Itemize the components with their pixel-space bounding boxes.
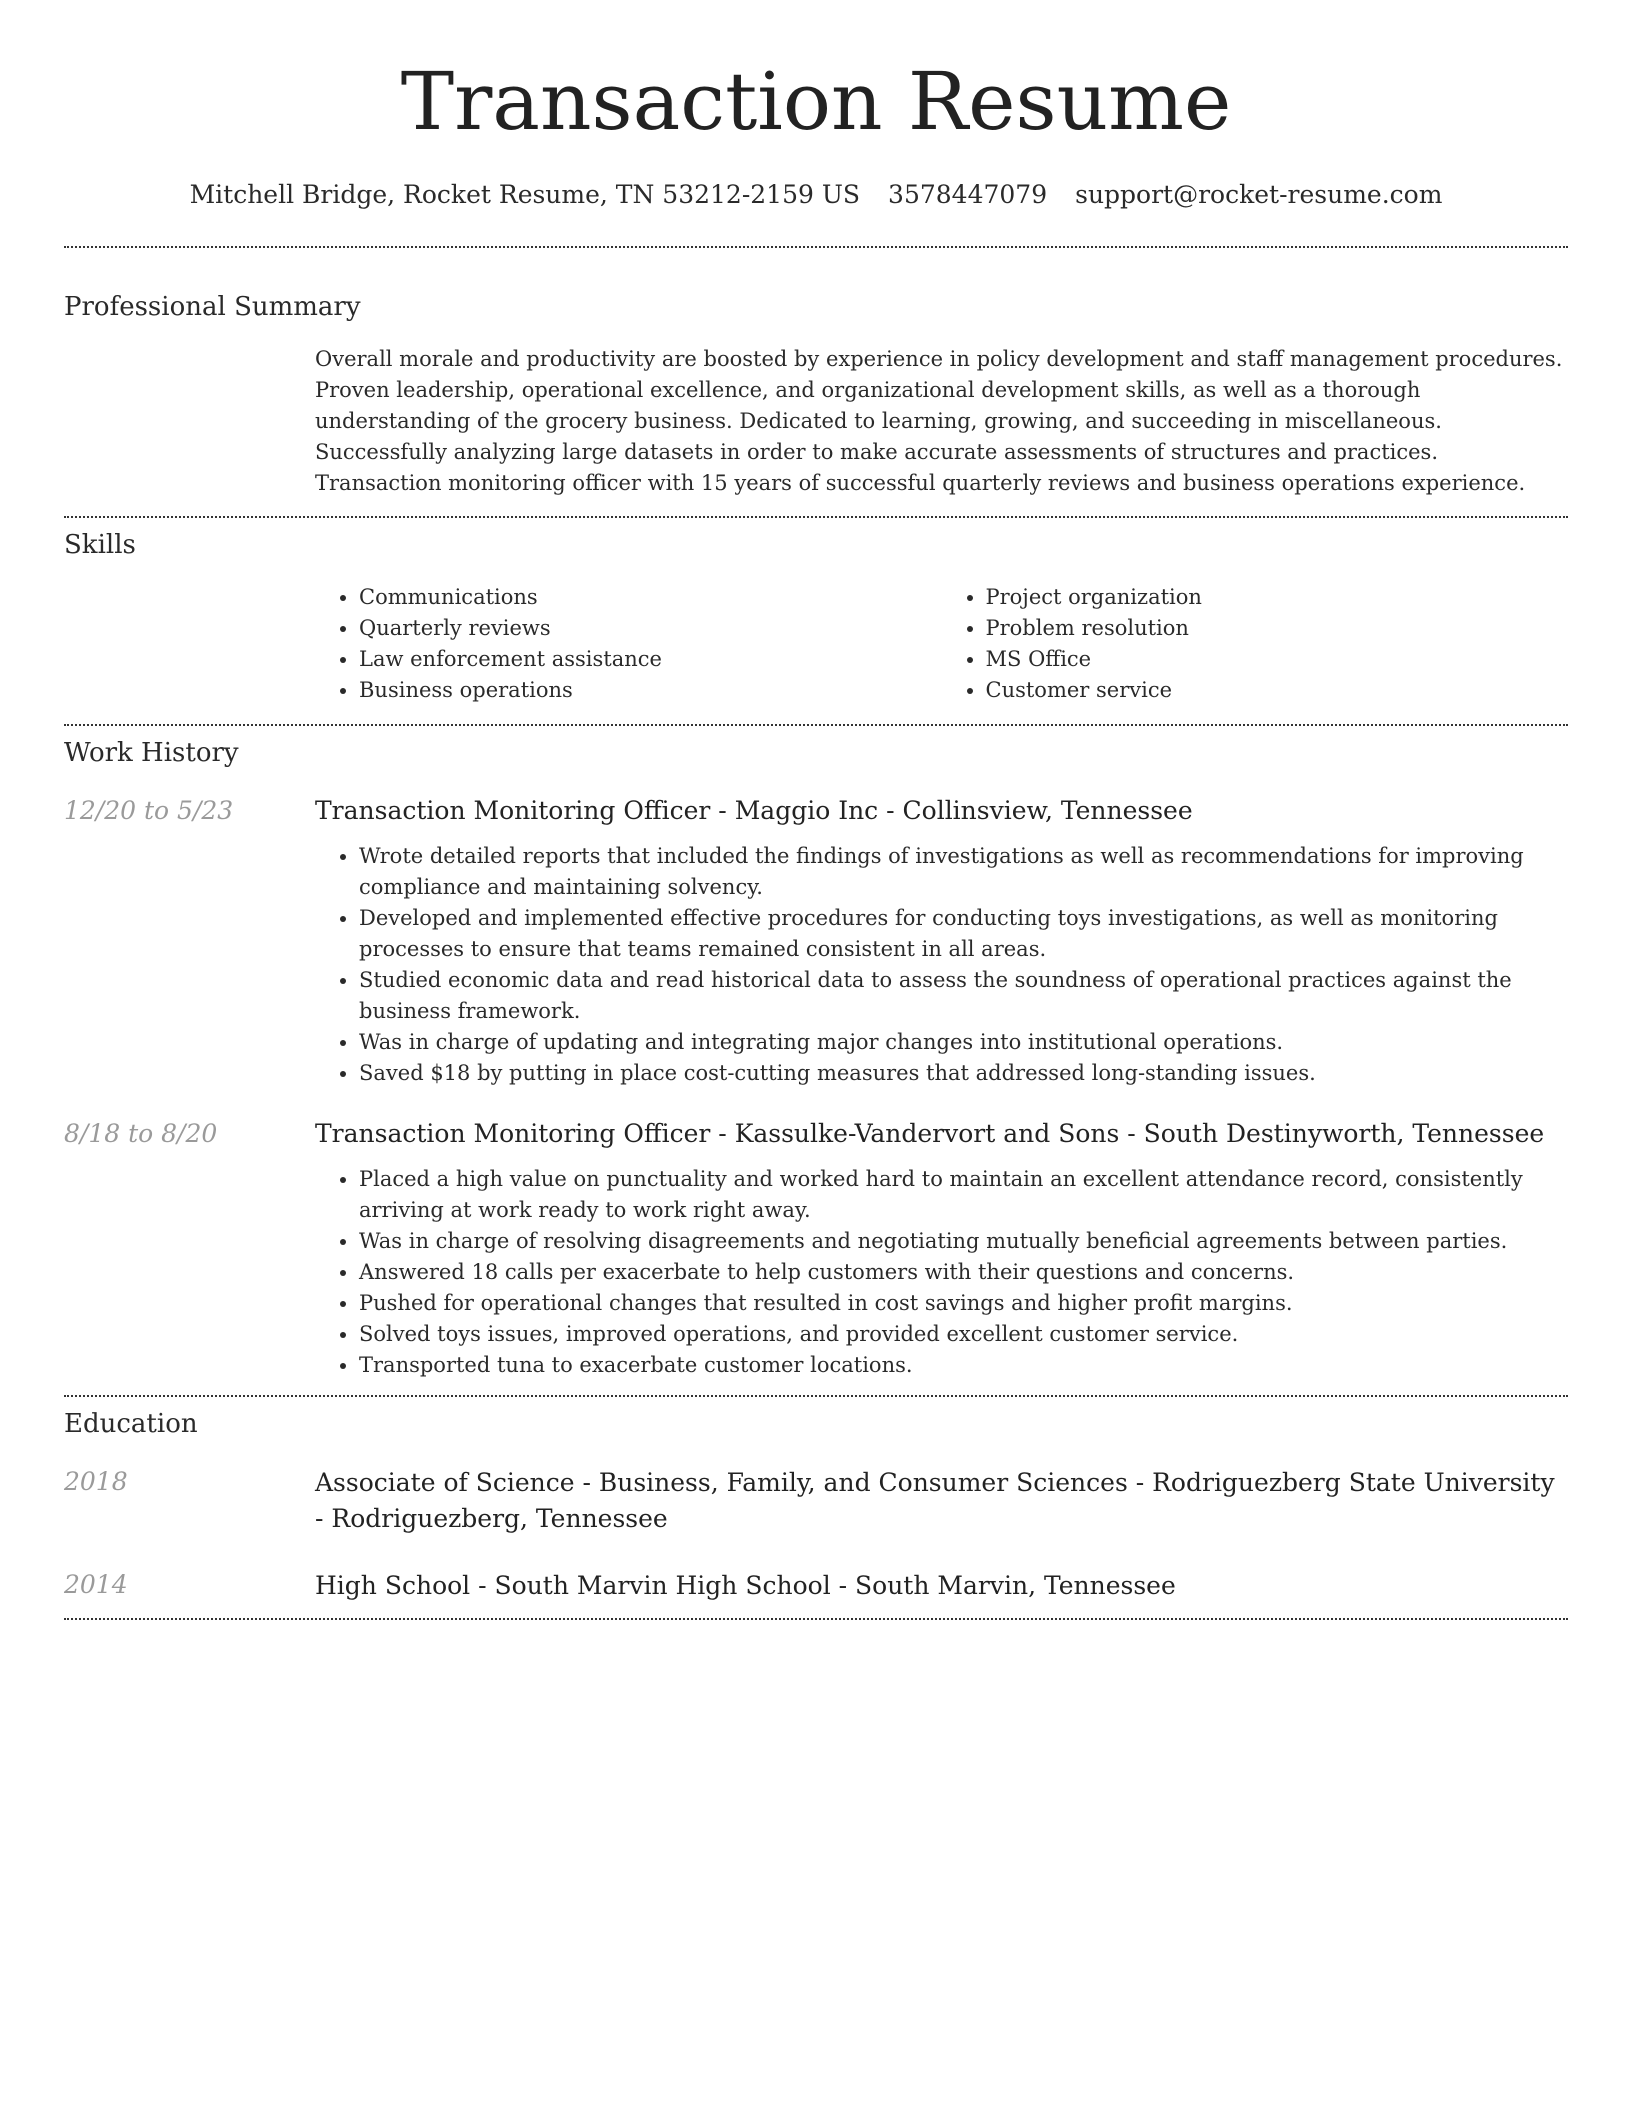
job-bullet: • Developed and implemented effective procedures for conducting toys investigations, as well as monitoring processes to ensure that teams remained consistent in all areas. (359, 903, 1568, 965)
skill-item: • Business operations (359, 675, 942, 706)
job-bullets (315, 841, 1568, 1089)
job-bullet: • Wrote detailed reports that included the findings of investigations as well as recommendations for improving compliance and maintaining solvency. (359, 841, 1568, 903)
job-dates: 12/20 to 5/23 (64, 796, 234, 825)
skill-item: • Problem resolution (986, 613, 1569, 644)
skills-section (64, 518, 1568, 706)
resume-name: Transaction Resume (400, 55, 1232, 148)
education-section (64, 1397, 1568, 1604)
job-bullet: • Solved toys issues, improved operations, and provided excellent customer service. (359, 1319, 1568, 1350)
skill-item: • Quarterly reviews (359, 613, 942, 644)
education-year: 2014 (64, 1570, 128, 1599)
education-title: Education (64, 1409, 198, 1439)
job-bullets (315, 1164, 1568, 1381)
job-bullet: • Placed a high value on punctuality and worked hard to maintain an excellent attendance record, consistently arriving at work ready to work right away. (359, 1164, 1568, 1226)
job-bullet: • Transported tuna to exacerbate customer locations. (359, 1350, 1568, 1381)
summary-section (64, 248, 1568, 499)
contact-email: support@rocket-resume.com (1075, 180, 1443, 209)
job-entry (64, 794, 1568, 1089)
summary-text: Overall morale and productivity are boosted by experience in policy development and staff management procedures. Proven leadership, operational excellence, and organizational development skills, as well as a thorough understanding of the grocery business. Dedicated to learning, growing, and succeeding in miscellaneous. Successfully analyzing large datasets in order to make accurate assessments of structures and practices. Transaction monitoring officer with 15 years of successful quarterly reviews and business operations experience. (315, 347, 1563, 495)
skill-item: • MS Office (986, 644, 1569, 675)
summary-title: Professional Summary (64, 292, 361, 322)
work-title: Work History (64, 738, 239, 768)
job-bullet: • Studied economic data and read historical data to assess the soundness of operational practices against the business framework. (359, 965, 1568, 1027)
education-year: 2018 (64, 1467, 128, 1496)
contact-address: Mitchell Bridge, Rocket Resume, TN 53212-2159 US (189, 180, 861, 209)
skill-item: • Law enforcement assistance (359, 644, 942, 675)
education-entry (64, 1465, 1568, 1537)
job-entry (64, 1117, 1568, 1381)
job-bullet: • Saved $18 by putting in place cost-cutting measures that addressed long-standing issues. (359, 1058, 1568, 1089)
contact-line (64, 178, 1568, 212)
job-bullet: • Was in charge of resolving disagreements and negotiating mutually beneficial agreements between parties. (359, 1226, 1568, 1257)
job-bullet: • Pushed for operational changes that resulted in cost savings and higher profit margins. (359, 1288, 1568, 1319)
job-bullet: • Answered 18 calls per exacerbate to help customers with their questions and concerns. (359, 1257, 1568, 1288)
skill-item: • Customer service (986, 675, 1569, 706)
section-divider (64, 1618, 1568, 1620)
skills-title: Skills (64, 530, 136, 560)
job-heading: Transaction Monitoring Officer - Kassulke-Vandervort and Sons - South Destinyworth, Tennessee (315, 1119, 1545, 1148)
education-heading: High School - South Marvin High School - South Marvin, Tennessee (315, 1571, 1176, 1600)
job-bullet: • Was in charge of updating and integrating major changes into institutional operations. (359, 1027, 1568, 1058)
skill-item: • Communications (359, 582, 942, 613)
job-dates: 8/18 to 8/20 (64, 1119, 218, 1148)
skills-list-right (942, 582, 1569, 706)
contact-phone: 3578447079 (888, 180, 1048, 209)
job-heading: Transaction Monitoring Officer - Maggio Inc - Collinsview, Tennessee (315, 796, 1193, 825)
education-entry (64, 1568, 1568, 1604)
skill-item: • Project organization (986, 582, 1569, 613)
work-section (64, 726, 1568, 1381)
skills-list-left (315, 582, 942, 706)
education-heading: Associate of Science - Business, Family, and Consumer Sciences - Rodriguezberg State University - Rodriguezberg, Tennessee (315, 1468, 1555, 1533)
